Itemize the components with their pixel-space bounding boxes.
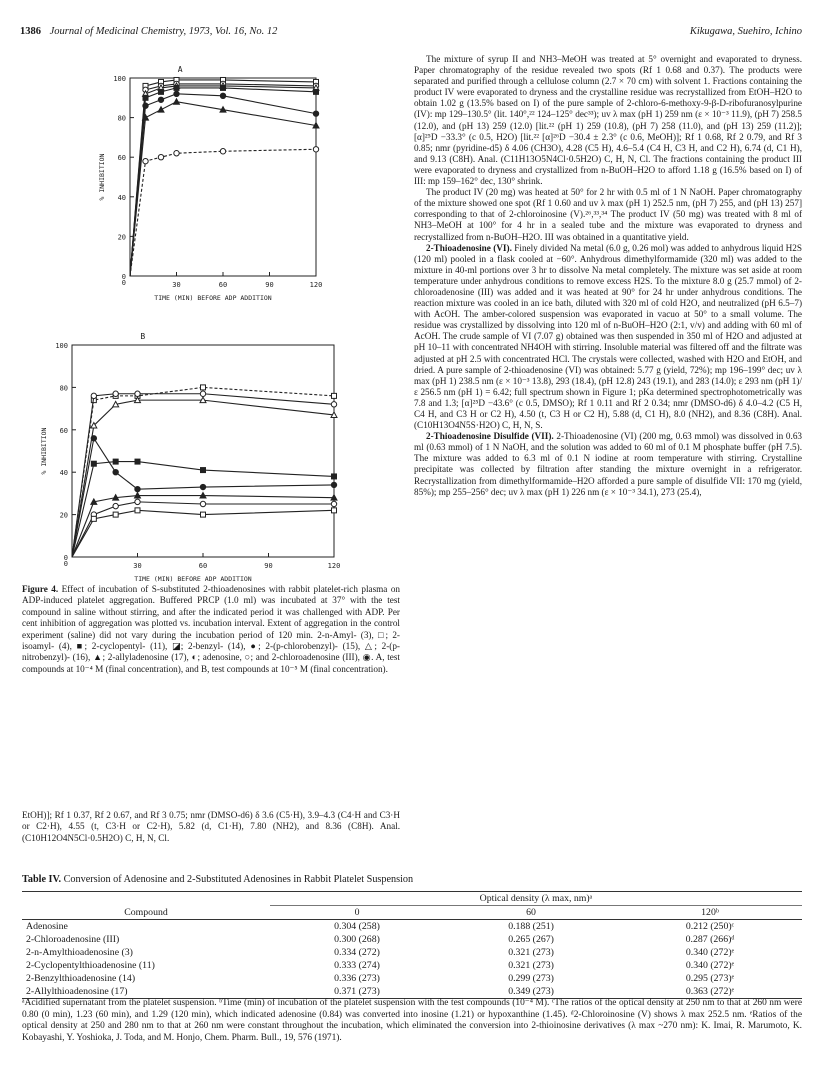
compound-cell: 2-Cyclopentylthioadenosine (11)	[26, 960, 155, 971]
table-title-text: Conversion of Adenosine and 2-Substituted Adenosines in Rabbit Platelet Suspension	[63, 874, 414, 885]
value-cell: 0.265 (267)	[508, 934, 554, 945]
x-tick-label: 120	[327, 562, 341, 570]
data-point	[200, 501, 205, 506]
data-point	[143, 158, 148, 163]
y-tick-label: 40	[59, 469, 68, 478]
journal-citation: Journal of Medicinal Chemistry, 1973, Vol. 16, No. 12	[49, 26, 278, 37]
value-cell: 0.349 (273)	[508, 986, 554, 997]
figure-label: Figure 4.	[22, 584, 59, 594]
value-cell: 0.299 (273)	[508, 973, 554, 984]
value-cell: 0.363 (272)ᵉ	[685, 986, 735, 997]
data-point	[113, 512, 118, 517]
figure-caption-text: Effect of incubation of S-substituted 2-thioadenosines with rabbit platelet-rich plasma on ADP-induced platelet aggregation. Buffered PRCP (1.0 ml) was incubated at 37° with the test compound in saline without stirring, and after the indicated period it was challenged with ADP. Per cent inhibition of aggregation was plotted vs. incubation interval. Extent of aggregation in the control experiment (saline) did not vary during the incubation period of 120 min. 2-n-Amyl- (3), □; 2-isoamyl- (4), ■; 2-cyclopentyl- (11), ◪; 2-benzyl- (14), ●; 2-(p-chlorobenzyl)- (15), △; 2-(p-nitrobenzyl)- (16), ▲; 2-allyladenosine (17), ◐; adenosine, ○; and 2-chloroadenosine (III), ◉. A, test compounds at 10⁻⁴ M (final concentration), and B, test compounds at 10⁻⁵ M (final concentration).	[22, 584, 401, 674]
origin-label: 0	[121, 279, 126, 287]
x-tick-label: 90	[264, 562, 273, 570]
series-line	[72, 502, 334, 557]
value-cell: 0.287 (266)ᵈ	[685, 934, 735, 945]
x-axis-label: TIME (MIN) BEFORE ADP ADDITION	[134, 575, 252, 583]
right-column	[414, 54, 802, 498]
table-row	[22, 933, 802, 946]
paragraph-heading: 2-Thioadenosine (VI).	[426, 242, 512, 253]
compound-cell: 2-Benzylthioadenosine (14)	[26, 973, 136, 984]
data-point	[220, 93, 225, 98]
y-tick-label: 100	[113, 75, 126, 83]
value-cell: 0.371 (273)	[334, 986, 380, 997]
data-point	[174, 85, 179, 90]
left-column-continuation: EtOH)]; Rf 1 0.37, Rf 2 0.67, and Rf 3 0.75; nmr (DMSO-d6) δ 3.6 (C5·H), 3.9–4.3 (C4·H and C3·H or C2·H), 4.55 (t, C3·H or C2·H), 5.82 (d, C1·H), 7.80 (NH2), and 8.36 (C8H). Anal. (C10H12O4N5Cl·0.5H2O) C, H, N, Cl.	[22, 810, 400, 843]
data-point	[158, 107, 164, 113]
data-point	[313, 111, 318, 116]
column-header-0: 0	[354, 907, 360, 918]
paragraph-text: Finely divided Na metal (6.0 g, 0.26 mol) was added to anhydrous liquid H2S (120 ml) pooled in a flask cooled at −60°. Anhydrous dimethylformamide (320 ml) was added to the mixture in 40-ml portions over 3 hr to dissolve Na metal completely. The mixture was set aside at room temperature under anhydrous conditions to remove excess H2S. To the mixture 8.0 g (25.7 mmol) of 2-chloroadenosine (III) was added and it was heated at 90° for 24 hr under anhydrous conditions. The reaction mixture was cooled in an ice bath, diluted with 320 ml of cold H2O, and neutralized (pH 6.5–7) with AcOH. The amber-colored suspension was evaporated in vacuo at 50° to a small volume. The residue was crystallized by dissolving into 120 ml of n-BuOH–H2O (2:1, v/v) and adding with 60 ml of AcOH. The crude sample of VI (7.07 g) obtained was then suspended in 350 ml of H2O and adjusted at pH 10–11 with concentrated NH4OH with stirring. Insoluble material was filtered off and the filtrate was adjusted at pH 2.5 with concentrated HCl. The crystals were collected, washed with H2O and EtOH, and dried. A pure sample of 2-thioadenosine (VI) was obtained: 5.77 g (yield, 72%); mp 196–199° dec; uv λ max (pH 1) 238.5 nm (ε × 10⁻³ 13.8), 293 (18.4), (pH 12.8) 243 (19.1), and 283 (14.0); ε 293 nm (pH 1)/ε 256.5 nm (pH 1) = 6.42; full spectrum shown in Figure 1; pKa determined spectrophotometrically was 7.8 and 1.3; [α]²⁵D −43.6° (c 0.5, DMSO); Rf 1 0.11 and Rf 2 0.34; nmr (DMSO-d6) δ 4.0–4.2 (C5 H, C4 H, and C3 H or C2 H), 4.50 (t, C3 H or C2 H), 5.88 (d, C1 H), 8.0 (NH2), and 8.36 (C8H). Anal. (C10H13O4N5S·H2O) C, H, N, S.	[414, 242, 802, 431]
x-tick-label: 30	[172, 281, 181, 289]
data-point	[135, 486, 140, 491]
origin-label: 0	[63, 560, 68, 568]
y-tick-label: 60	[59, 426, 68, 435]
panel-label: B	[140, 332, 146, 341]
y-tick-label: 60	[117, 154, 126, 163]
data-point	[91, 516, 96, 521]
data-point	[113, 503, 118, 508]
data-point	[143, 95, 148, 100]
figure-4	[14, 54, 400, 596]
value-cell: 0.321 (273)	[508, 947, 554, 958]
series-line	[130, 84, 316, 276]
x-tick-label: 120	[309, 281, 323, 289]
data-point	[331, 482, 336, 487]
series-line	[130, 102, 316, 276]
column-header-od: Optical density (λ max, nm)ᵃ	[270, 892, 802, 906]
column-header-empty	[22, 892, 270, 906]
page-number: 1386	[20, 26, 41, 37]
table-footnotes: ᵃAcidified supernatant from the platelet suspension. ᵇTime (min) of incubation of the platelet suspension with the test compounds (10⁻⁴ M). ᶜThe ratios of the optical density at 250 nm to that at 260 nm were 0.80 (0 min), 1.23 (60 min), and 1.29 (120 min), which indicated adenosine (0.84) was converted into inosine (1.21) or hypoxanthine (1.45). ᵈ2-Chloroinosine (V) shows λ max 252.5 nm. ᵉRatios of the optical density at 250 and 280 nm to that at 260 nm were constant throughout the incubation, which eliminated the conversion into 2-thioinosine derivatives (λ max ~270 nm): K. Imai, R. Marumoto, K. Kobayashi, Y. Yoshioka, J. Toda, and M. Honjo, Chem. Pharm. Bull., 19, 576 (1971).	[22, 998, 802, 1043]
value-cell: 0.300 (268)	[334, 934, 380, 945]
data-point	[159, 89, 164, 94]
y-tick-label: 100	[55, 342, 68, 350]
data-point	[174, 99, 180, 105]
data-point	[174, 151, 179, 156]
table-iv	[22, 874, 802, 999]
data-point	[91, 393, 96, 398]
paragraph	[414, 54, 802, 187]
value-cell: 0.321 (273)	[508, 960, 554, 971]
compound-cell: 2-n-Amylthioadenosine (3)	[26, 947, 133, 958]
table-row	[22, 972, 802, 985]
paragraph	[414, 187, 802, 242]
data-point	[91, 436, 96, 441]
compound-cell: Adenosine	[26, 921, 68, 932]
data-point	[143, 103, 148, 108]
table-row	[22, 920, 802, 934]
data-point	[113, 459, 118, 464]
data-point	[201, 512, 206, 517]
y-tick-label: 0	[63, 554, 68, 562]
x-tick-label: 60	[198, 562, 208, 570]
data-point	[314, 89, 319, 94]
running-authors: Kikugawa, Suehiro, Ichino	[689, 26, 802, 37]
value-cell: 0.336 (273)	[334, 973, 380, 984]
column-header-60: 60	[526, 907, 536, 918]
page-header	[20, 26, 802, 37]
value-cell: 0.304 (258)	[334, 921, 380, 932]
data-point	[113, 391, 118, 396]
plot-frame	[72, 345, 334, 557]
series-line	[72, 462, 334, 557]
value-cell: 0.295 (273)ᵉ	[685, 973, 735, 984]
table-label: Table IV.	[22, 874, 62, 885]
value-cell: 0.340 (272)ᵉ	[685, 947, 735, 958]
data-point	[158, 155, 163, 160]
data-point	[332, 474, 337, 479]
x-tick-label: 60	[218, 281, 228, 289]
series-line	[72, 394, 334, 557]
data-point	[220, 149, 225, 154]
data-table	[22, 891, 802, 999]
paragraph	[414, 431, 802, 498]
table-title	[22, 874, 802, 885]
y-tick-label: 20	[59, 511, 68, 520]
data-point	[332, 508, 337, 513]
series-line	[130, 149, 316, 276]
data-point	[135, 391, 140, 396]
data-point	[221, 85, 226, 90]
data-point	[331, 402, 336, 407]
y-tick-label: 80	[117, 114, 126, 123]
table-row	[22, 985, 802, 999]
value-cell: 0.334 (272)	[334, 947, 380, 958]
value-cell: 0.333 (274)	[334, 960, 380, 971]
data-point	[135, 459, 140, 464]
x-axis-label: TIME (MIN) BEFORE ADP ADDITION	[154, 294, 272, 302]
value-cell: 0.188 (251)	[508, 921, 554, 932]
column-header-120: 120ᵇ	[701, 907, 719, 918]
data-point	[200, 391, 205, 396]
data-point	[135, 499, 140, 504]
value-cell: 0.340 (272)ᵉ	[685, 960, 735, 971]
compound-cell: 2-Allylthioadenosine (17)	[26, 986, 128, 997]
series-line	[130, 88, 316, 276]
data-point	[200, 484, 205, 489]
data-point	[313, 147, 318, 152]
x-tick-label: 90	[265, 281, 274, 289]
figure-caption	[22, 584, 400, 675]
data-point	[201, 385, 206, 390]
series-line	[72, 400, 334, 557]
y-axis-label: % INHIBITION	[98, 153, 106, 201]
paragraph	[414, 243, 802, 432]
table-row	[22, 959, 802, 972]
data-point	[331, 501, 336, 506]
y-tick-label: 40	[117, 193, 126, 202]
y-tick-label: 80	[59, 384, 68, 393]
table-row	[22, 946, 802, 959]
paragraph-text: The mixture of syrup II and NH3–MeOH was treated at 5° overnight and evaporated to dryness. Paper chromatography of the residue revealed two spots (Rf 1 0.68 and 0.37). The products were separated and purified through a cellulose column (2.7 × 70 cm) with solvent 1. Fractions containing the product IV were evaporated to dryness and the crystalline residue was recrystallized from EtOH–H2O to obtain 1.02 g (13.5% based on I) of the pure sample of 2-chloro-6-methoxy-9-β-D-ribofuranosylpurine (IV): mp 129–130.5° (lit. 140°,²² 124–125° dec³³); uv λ max (pH 1) 259 nm (ε × 10⁻³ 11.9), (pH 7) 258.5 (12.0), and (pH 13) 259 (12.0) [lit.²² (pH 1) 259 (10.8), (pH 7) 258 (11.0), and (pH 13) 259 (11.2)]; [α]²⁵D −33.3° (c 0.5, H2O) [lit.²² [α]²⁶D −30.4 ± 2.3° (c 0.6, MeOH)]; Rf 1 0.68, Rf 2 0.79, and Rf 3 0.85; nmr (pyridine-d5) δ 4.06 (CH3O), 4.28 (C5 H), 4.6–5.4 (C4 H, C3 H, and C2 H), 6.74 (d, C1 H), and 9.13 (C8H). Anal. (C11H13O5N4Cl·0.5H2O) C, H, N, Cl. The fractions containing the product III were evaporated to dryness and crystallized from n-BuOH–H2O to afford 1.18 g (16.5% based on I) of III: mp 159–162° dec, 130° shrink.	[414, 54, 802, 187]
y-tick-label: 0	[121, 273, 126, 281]
panel-label: A	[177, 65, 183, 74]
chart-panel-a	[14, 54, 400, 304]
series-line	[130, 86, 316, 276]
column-header-compound: Compound	[124, 906, 168, 918]
data-point	[135, 508, 140, 513]
data-point	[332, 393, 337, 398]
paragraph-text: 2-Thioadenosine (VI) (200 mg, 0.63 mmol) was dissolved in 0.63 ml (0.63 mmol) of 1 N NaOH, and the solution was added to 60 ml of 0.1 M phosphate buffer (pH 7.5). The mixture was added to 6.3 ml of 0.1 N iodine at room temperature with stirring. Crystalline precipitate was collected by filtration after standing the mixture overnight in a refrigerator. Recrystallization from dimethylformamide–H2O afforded a pure sample of disulfide VII: 170 mg (yield, 85%); mp 255–256° dec; uv λ max (pH 1) 226 nm (ε × 10⁻³ 34.1), 273 (25.4),	[414, 431, 803, 497]
paragraph-heading: 2-Thioadenosine Disulfide (VII).	[426, 431, 554, 442]
x-tick-label: 30	[133, 562, 142, 570]
compound-cell: 2-Chloroadenosine (III)	[26, 934, 120, 945]
data-point	[158, 97, 163, 102]
paragraph-text: The product IV (20 mg) was heated at 50° for 2 hr with 0.5 ml of 1 N NaOH. Paper chromatography of the mixture showed one spot (Rf 1 0.60 and uv λ max (pH 1) 252.5 nm, (pH 7) 255, and (pH 13) 257] corresponding to that of 2-chloroinosine (V).²⁶,³³,³⁴ The product IV (50 mg) was treated with 8 ml of NH3–MeOH at 100° for 4 hr in a sealed tube and the mixture was evaporated to dryness and recrystallized from n-BuOH–H2O. III was obtained in a quantitative yield.	[414, 187, 802, 242]
data-point	[113, 470, 118, 475]
y-tick-label: 20	[117, 233, 126, 242]
value-cell: 0.212 (250)ᶜ	[685, 921, 735, 932]
data-point	[174, 91, 179, 96]
y-axis-label: % INHIBITION	[40, 427, 48, 475]
data-point	[91, 461, 96, 466]
chart-panel-b	[14, 311, 400, 591]
data-point	[201, 468, 206, 473]
